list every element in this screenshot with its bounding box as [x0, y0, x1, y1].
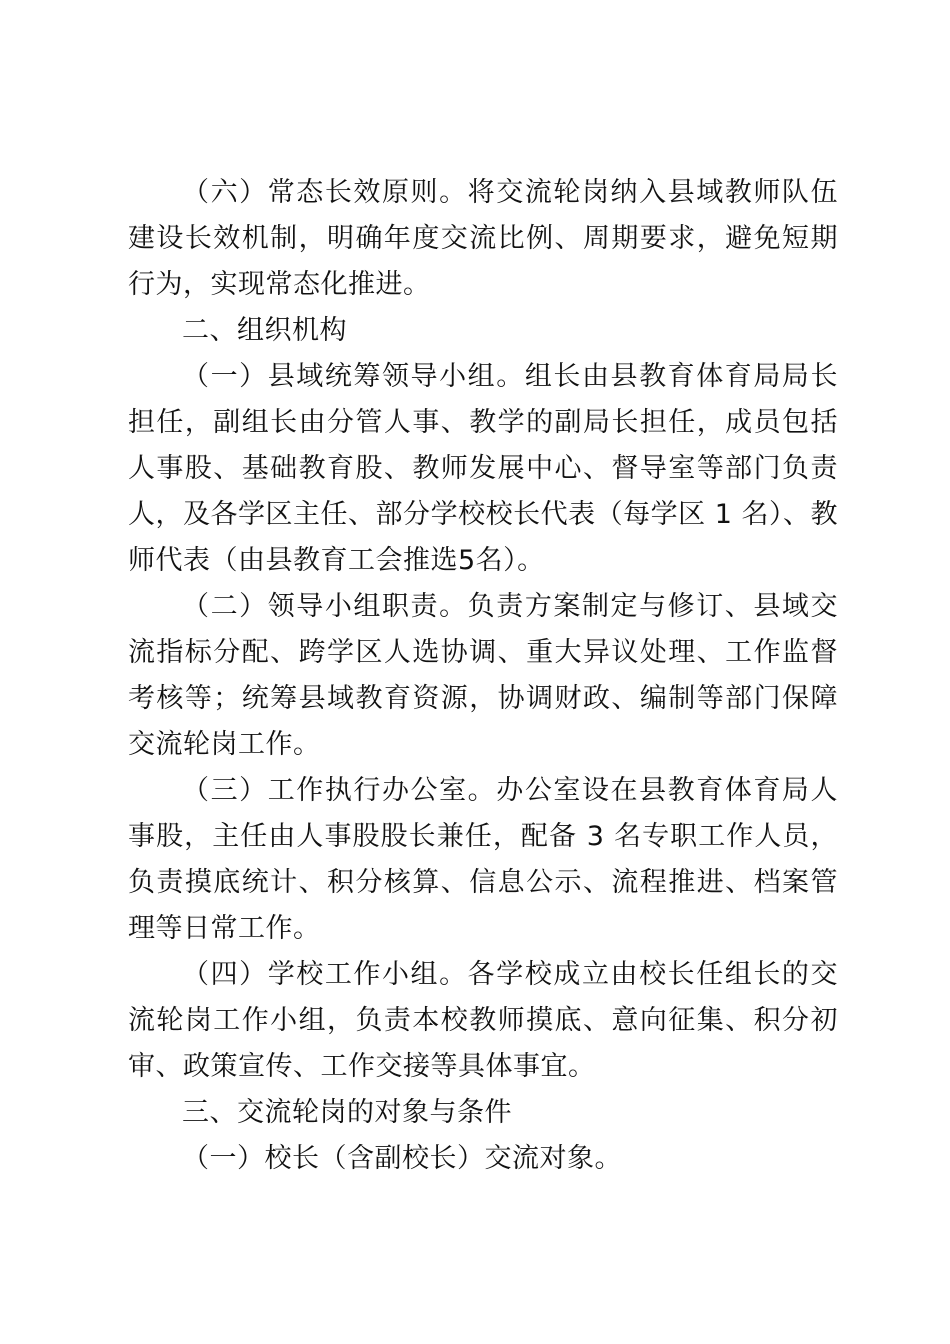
paragraph-group-duties: （二）领导小组职责。负责方案制定与修订、县域交流指标分配、跨学区人选协调、重大异议处理、工作监督考核等；统筹县域教育资源，协调财政、编制等部门保障交流轮岗工作。: [128, 591, 838, 760]
paragraph-leading-group: （一）县域统筹领导小组。组长由县教育体育局局长担任，副组长由分管人事、教学的副局长担任，成员包括人事股、基础教育股、教师发展中心、督导室等部门负责人，及各学区主任、部分学校校长代表（每学区 1 名）、教师代表（由县教育工会推选5名）。: [128, 361, 838, 576]
document-body: [128, 170, 838, 1182]
section-heading-targets-conditions: 三、交流轮岗的对象与条件: [182, 1097, 512, 1128]
section-heading-organization: 二、组织机构: [182, 315, 347, 346]
paragraph-executive-office: （三）工作执行办公室。办公室设在县教育体育局人事股，主任由人事股股长兼任，配备 3 名专职工作人员，负责摸底统计、积分核算、信息公示、流程推进、档案管理等日常工作。: [128, 775, 838, 944]
paragraph-principal-targets: （一）校长（含副校长）交流对象。: [182, 1143, 622, 1174]
paragraph-school-working-group: （四）学校工作小组。各学校成立由校长任组长的交流轮岗工作小组，负责本校教师摸底、意向征集、积分初审、政策宣传、工作交接等具体事宜。: [128, 959, 838, 1082]
paragraph-principle-six: （六）常态长效原则。将交流轮岗纳入县域教师队伍建设长效机制，明确年度交流比例、周期要求，避免短期行为，实现常态化推进。: [128, 177, 838, 300]
